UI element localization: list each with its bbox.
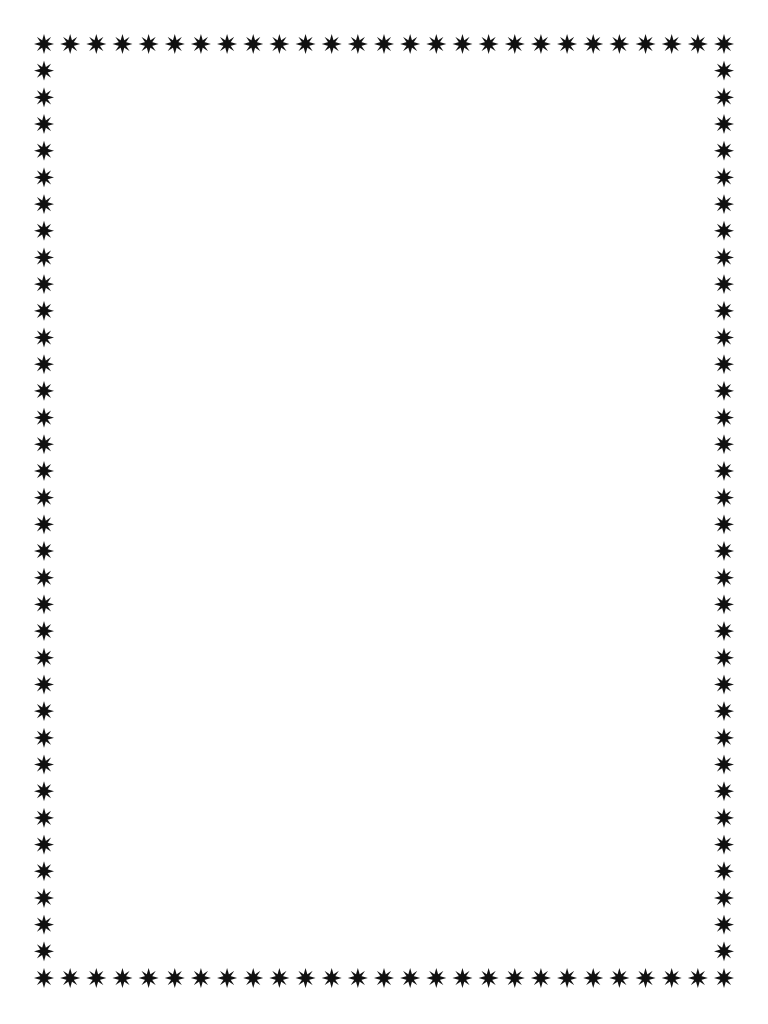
star-ornament-icon bbox=[479, 34, 499, 54]
star-ornament-icon bbox=[662, 34, 682, 54]
star-ornament-icon bbox=[34, 34, 54, 54]
star-ornament-icon bbox=[714, 808, 734, 828]
star-ornament-icon bbox=[714, 34, 734, 54]
star-ornament-icon bbox=[714, 728, 734, 748]
star-ornament-icon bbox=[714, 194, 734, 214]
star-ornament-icon bbox=[191, 968, 211, 988]
star-ornament-icon bbox=[714, 861, 734, 881]
star-ornament-icon bbox=[34, 408, 54, 428]
star-ornament-icon bbox=[112, 34, 132, 54]
star-ornament-icon bbox=[34, 167, 54, 187]
star-ornament-icon bbox=[34, 434, 54, 454]
star-ornament-icon bbox=[714, 888, 734, 908]
star-ornament-icon bbox=[34, 861, 54, 881]
star-ornament-icon bbox=[34, 835, 54, 855]
star-ornament-icon bbox=[86, 34, 106, 54]
star-ornament-icon bbox=[452, 34, 472, 54]
star-ornament-icon bbox=[34, 621, 54, 641]
star-ornament-icon bbox=[191, 34, 211, 54]
border-bottom-row bbox=[34, 968, 734, 988]
star-ornament-icon bbox=[34, 141, 54, 161]
star-ornament-icon bbox=[583, 34, 603, 54]
star-ornament-icon bbox=[609, 34, 629, 54]
star-ornament-icon bbox=[86, 968, 106, 988]
border-left-column bbox=[34, 61, 54, 962]
border-right-column bbox=[714, 61, 734, 962]
star-ornament-icon bbox=[60, 968, 80, 988]
star-ornament-icon bbox=[34, 221, 54, 241]
star-ornament-icon bbox=[112, 968, 132, 988]
star-ornament-icon bbox=[714, 221, 734, 241]
star-ornament-icon bbox=[714, 274, 734, 294]
star-ornament-icon bbox=[34, 61, 54, 81]
star-ornament-icon bbox=[34, 274, 54, 294]
star-ornament-icon bbox=[557, 34, 577, 54]
star-ornament-icon bbox=[714, 648, 734, 668]
star-ornament-icon bbox=[505, 968, 525, 988]
star-ornament-icon bbox=[714, 755, 734, 775]
star-ornament-icon bbox=[714, 381, 734, 401]
star-ornament-icon bbox=[34, 968, 54, 988]
star-ornament-icon bbox=[557, 968, 577, 988]
border-top-row bbox=[34, 34, 734, 54]
star-ornament-icon bbox=[714, 301, 734, 321]
star-ornament-icon bbox=[34, 194, 54, 214]
star-ornament-icon bbox=[714, 488, 734, 508]
star-ornament-icon bbox=[714, 434, 734, 454]
star-ornament-icon bbox=[34, 87, 54, 107]
star-ornament-icon bbox=[34, 755, 54, 775]
star-ornament-icon bbox=[269, 34, 289, 54]
star-ornament-icon bbox=[34, 941, 54, 961]
star-ornament-icon bbox=[60, 34, 80, 54]
star-ornament-icon bbox=[714, 354, 734, 374]
star-ornament-icon bbox=[505, 34, 525, 54]
star-ornament-icon bbox=[34, 594, 54, 614]
star-ornament-icon bbox=[714, 968, 734, 988]
star-ornament-icon bbox=[374, 968, 394, 988]
star-ornament-icon bbox=[296, 968, 316, 988]
star-ornament-icon bbox=[609, 968, 629, 988]
star-ornament-icon bbox=[34, 328, 54, 348]
star-ornament-icon bbox=[714, 941, 734, 961]
star-ornament-icon bbox=[400, 34, 420, 54]
star-ornament-icon bbox=[34, 888, 54, 908]
star-ornament-icon bbox=[531, 968, 551, 988]
star-ornament-icon bbox=[34, 114, 54, 134]
star-ornament-icon bbox=[479, 968, 499, 988]
star-ornament-icon bbox=[34, 808, 54, 828]
star-ornament-icon bbox=[34, 568, 54, 588]
star-ornament-icon bbox=[374, 34, 394, 54]
star-ornament-icon bbox=[714, 408, 734, 428]
star-ornament-icon bbox=[34, 915, 54, 935]
star-ornament-icon bbox=[714, 835, 734, 855]
star-ornament-icon bbox=[217, 34, 237, 54]
star-ornament-icon bbox=[269, 968, 289, 988]
star-ornament-icon bbox=[165, 34, 185, 54]
star-ornament-icon bbox=[400, 968, 420, 988]
star-ornament-icon bbox=[714, 514, 734, 534]
star-ornament-icon bbox=[348, 968, 368, 988]
star-ornament-icon bbox=[714, 674, 734, 694]
star-ornament-icon bbox=[348, 34, 368, 54]
star-ornament-icon bbox=[714, 141, 734, 161]
star-ornament-icon bbox=[452, 968, 472, 988]
star-ornament-icon bbox=[583, 968, 603, 988]
star-ornament-icon bbox=[714, 87, 734, 107]
star-ornament-icon bbox=[139, 34, 159, 54]
star-ornament-icon bbox=[714, 114, 734, 134]
star-ornament-icon bbox=[714, 541, 734, 561]
star-ornament-icon bbox=[688, 968, 708, 988]
star-ornament-icon bbox=[714, 915, 734, 935]
star-ornament-icon bbox=[688, 34, 708, 54]
star-ornament-icon bbox=[217, 968, 237, 988]
star-ornament-icon bbox=[34, 488, 54, 508]
star-ornament-icon bbox=[34, 648, 54, 668]
star-ornament-icon bbox=[34, 701, 54, 721]
star-ornament-icon bbox=[34, 541, 54, 561]
star-ornament-icon bbox=[34, 728, 54, 748]
star-ornament-icon bbox=[243, 968, 263, 988]
star-ornament-icon bbox=[426, 968, 446, 988]
blank-page-content bbox=[62, 62, 706, 962]
star-ornament-icon bbox=[714, 247, 734, 267]
star-ornament-icon bbox=[34, 247, 54, 267]
star-ornament-icon bbox=[714, 167, 734, 187]
star-ornament-icon bbox=[243, 34, 263, 54]
star-ornament-icon bbox=[34, 674, 54, 694]
star-ornament-icon bbox=[296, 34, 316, 54]
star-ornament-icon bbox=[34, 381, 54, 401]
star-ornament-icon bbox=[139, 968, 159, 988]
star-ornament-icon bbox=[714, 461, 734, 481]
star-ornament-icon bbox=[34, 781, 54, 801]
star-ornament-icon bbox=[714, 594, 734, 614]
star-ornament-icon bbox=[322, 34, 342, 54]
star-ornament-icon bbox=[322, 968, 342, 988]
star-ornament-icon bbox=[714, 61, 734, 81]
star-ornament-icon bbox=[34, 514, 54, 534]
star-ornament-icon bbox=[662, 968, 682, 988]
star-ornament-icon bbox=[714, 621, 734, 641]
star-ornament-icon bbox=[636, 968, 656, 988]
star-ornament-icon bbox=[714, 701, 734, 721]
star-ornament-icon bbox=[531, 34, 551, 54]
star-ornament-icon bbox=[34, 461, 54, 481]
star-ornament-icon bbox=[165, 968, 185, 988]
star-ornament-icon bbox=[426, 34, 446, 54]
star-ornament-icon bbox=[636, 34, 656, 54]
star-ornament-icon bbox=[714, 781, 734, 801]
star-ornament-icon bbox=[714, 328, 734, 348]
star-ornament-icon bbox=[714, 568, 734, 588]
star-ornament-icon bbox=[34, 354, 54, 374]
star-ornament-icon bbox=[34, 301, 54, 321]
